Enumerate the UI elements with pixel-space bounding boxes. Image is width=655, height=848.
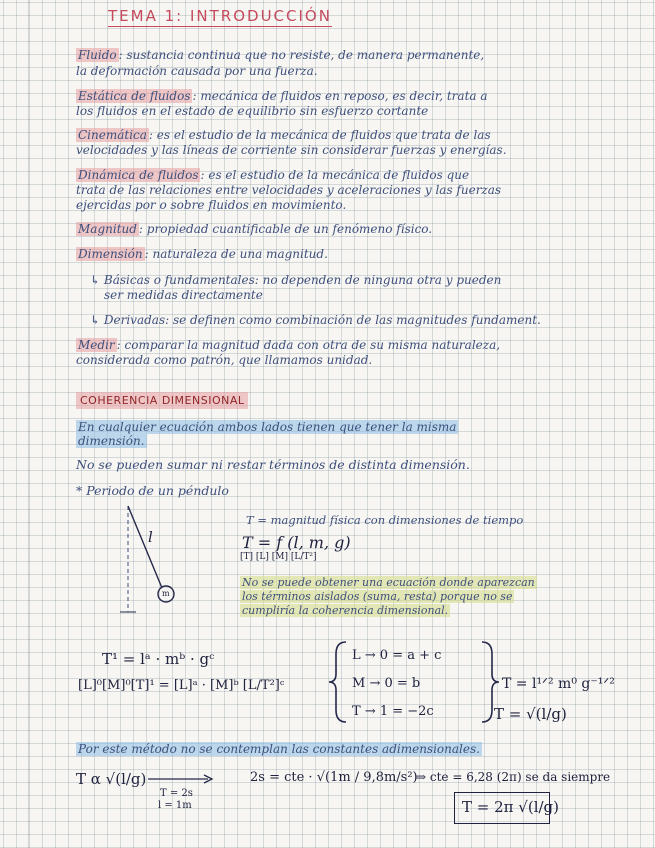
equation-1: T¹ = lᵃ · mᵇ · gᶜ: [102, 650, 215, 668]
constant-value: [416, 770, 610, 784]
note-line3: [240, 604, 450, 618]
term-medir: Medir: [78, 338, 115, 352]
def-dinamica-line2: trata de las relaciones entre velocidades y aceleraciones y las fuerzas: [76, 183, 502, 197]
page-title: TEMA 1: INTRODUCCIÓN: [108, 7, 332, 25]
note-line2: [240, 590, 514, 604]
coherencia-p1b: dimensión.: [78, 434, 145, 448]
implies-icon: ⇒: [416, 770, 430, 784]
def-dinamica-line1: [76, 168, 469, 182]
def-dimension: [76, 247, 328, 261]
term-estatica: Estática de fluidos: [78, 89, 191, 103]
pendulum-string: [128, 506, 162, 588]
def-medir-text: : comparar la magnitud dada con otra de su misma naturaleza,: [116, 338, 501, 352]
def-dimension-text: : naturaleza de una magnitud.: [144, 247, 328, 261]
note3: cumpliría la coherencia dimensional.: [242, 604, 449, 617]
def-estatica-line2: los fluidos en el estado de equilibrio sin esfuerzo cortante: [76, 104, 429, 118]
system-eq-T: T → 1 = −2c: [352, 704, 434, 719]
tdims: [T] [L] [M] [L/T²]: [240, 552, 317, 562]
derivadas-text: Derivadas: se definen como combinación de las magnitudes fundament.: [103, 313, 541, 327]
dimension-derivadas: [90, 313, 541, 327]
def-medir-line2: considerada como patrón, que llamamos unidad.: [76, 353, 373, 367]
section-heading-coherencia: COHERENCIA DIMENSIONAL: [76, 392, 248, 409]
proportionality: T α √(l/g): [76, 770, 147, 788]
def-magnitud: [76, 222, 432, 236]
coherencia-p1a: En cualquier ecuación ambos lados tienen que tener la misma: [78, 420, 457, 434]
coherencia-p2: No se pueden sumar ni restar términos de distinta dimensión.: [76, 457, 470, 472]
implication-arrow: [146, 772, 216, 786]
dimension-basicas-line2: ser medidas directamente: [104, 288, 263, 302]
arrow-icon: ↳: [90, 313, 104, 327]
term-fluido: Fluido: [78, 48, 117, 62]
def-estatica-text: : mecánica de fluidos en reposo, es decir, trata a: [192, 89, 488, 103]
tfunc: T = f (l, m, g): [242, 533, 351, 552]
def-dinamica-text: : es el estudio de la mecánica de fluidos que: [200, 168, 470, 182]
def-fluido-text: : sustancia continua que no resiste, de manera permanente,: [118, 48, 485, 62]
pendulum-label-l: l: [148, 528, 153, 546]
def-medir-line1: [76, 338, 500, 352]
arrow-bottom-label: l = 1m: [158, 800, 192, 811]
def-dinamica-line3: ejercidas por o sobre fluidos en movimiento.: [76, 198, 347, 212]
note1: No se puede obtener una ecuación donde aparezcan: [242, 576, 535, 589]
equation-2: [L]⁰[M]⁰[T]¹ = [L]ᵃ · [M]ᵇ [L/T²]ᶜ: [78, 678, 285, 693]
coherencia-p3: [76, 742, 482, 756]
system-eq-M: M → 0 = b: [352, 676, 421, 691]
term-cinematica: Cinemática: [78, 128, 147, 142]
def-magnitud-text: : propiedad cuantificable de un fenómeno físico.: [138, 222, 433, 236]
coherencia-p3-text: Por este método no se contemplan las constantes adimensionales.: [78, 742, 480, 756]
note-line1: [240, 576, 537, 590]
coherencia-p1-line1: [76, 420, 458, 434]
term-dimension: Dimensión: [78, 247, 143, 261]
coherencia-p1-line2: [76, 434, 147, 448]
arrow-icon: ↳: [90, 273, 104, 287]
note2: los términos aislados (suma, resta) porque no se: [242, 590, 513, 603]
pendulum-diagram: [110, 500, 190, 620]
left-brace: [326, 640, 350, 724]
constant-text: cte = 6,28 (2π) se da siempre: [429, 770, 611, 784]
def-fluido-line1: [76, 48, 484, 62]
system-eq-L: L → 0 = a + c: [352, 648, 442, 663]
term-magnitud: Magnitud: [78, 222, 137, 236]
term-dinamica: Dinámica de fluidos: [78, 168, 199, 182]
arrow-top-label: T = 2s: [160, 788, 193, 799]
def-estatica-line1: [76, 89, 488, 103]
basicas-text: Básicas o fundamentales: no dependen de ninguna otra y pueden: [103, 273, 502, 287]
final-formula: T = 2π √(l/g): [462, 798, 559, 816]
def-cinematica-text: : es el estudio de la mecánica de fluidos que trata de las: [148, 128, 491, 142]
tdef: T = magnitud física con dimensiones de tiempo: [246, 513, 524, 527]
result-sqrt: T = √(l/g): [494, 705, 567, 723]
pendulum-label-m: m: [162, 589, 170, 598]
def-cinematica-line1: [76, 128, 491, 142]
example-title: * Periodo de un péndulo: [76, 483, 229, 498]
margin-line: [28, 0, 29, 848]
result-exponents: T = l¹ᐟ² m⁰ g⁻¹ᐟ²: [502, 676, 615, 692]
def-cinematica-line2: velocidades y las líneas de corriente sin considerar fuerzas y energías.: [76, 143, 507, 157]
def-fluido-line2: la deformación causada por una fuerza.: [76, 64, 318, 78]
constant-calc: 2s = cte · √(1m / 9,8m/s²): [250, 770, 418, 785]
dimension-basicas-line1: [90, 273, 501, 287]
